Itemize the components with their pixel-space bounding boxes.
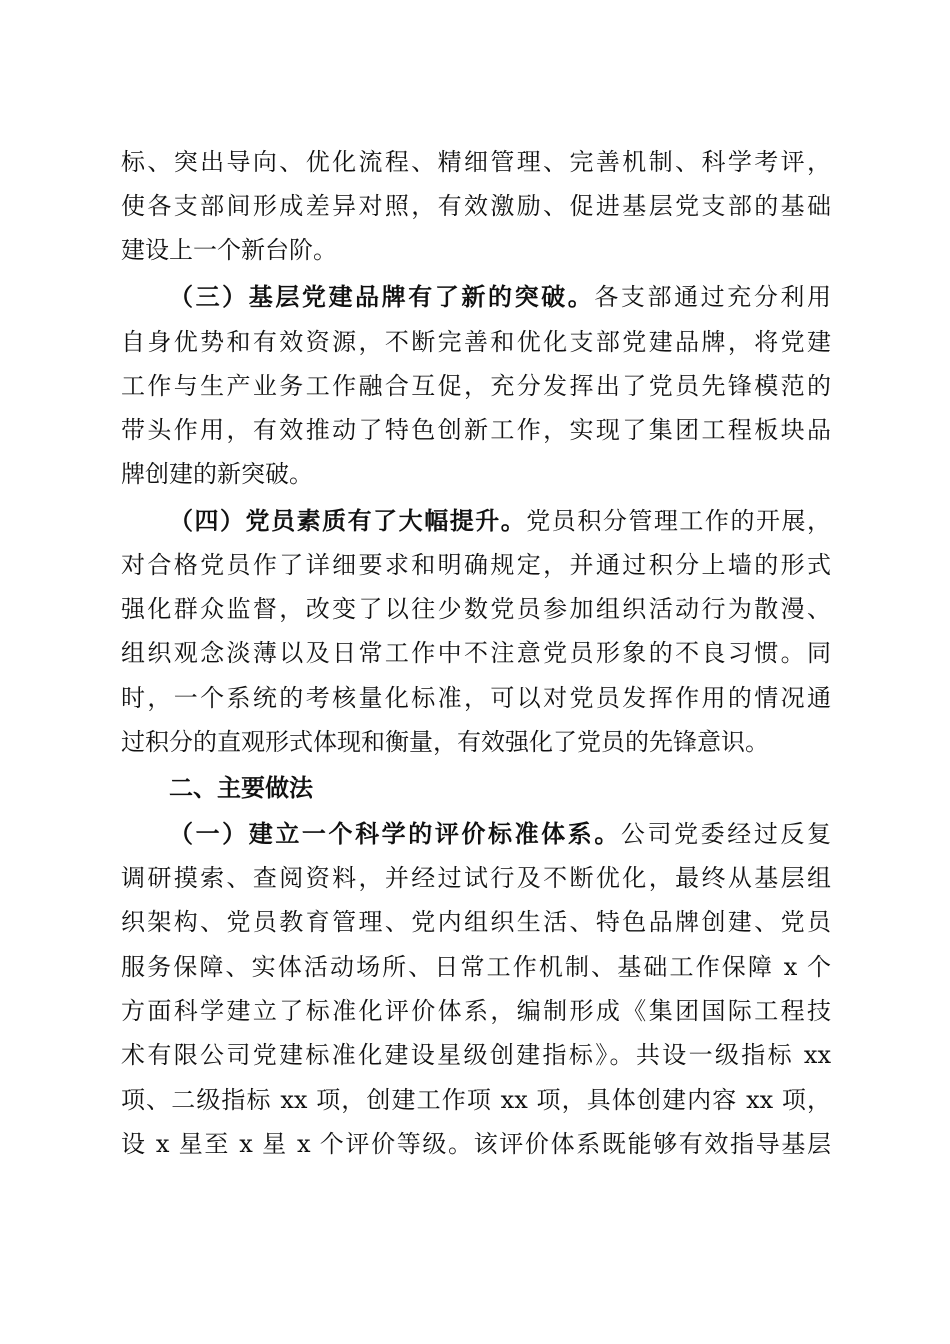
paragraph-5-first-line <box>169 812 831 856</box>
paragraph-3-first-line <box>169 275 831 319</box>
paragraph-3-lead: （三）基层党建品牌有了新的突破。 <box>169 283 595 311</box>
paragraph-5-rest: 公司党委经过反复 <box>620 820 831 848</box>
text-line: 织架构、党员教育管理、党内组织生活、特色品牌创建、党员 <box>121 908 831 936</box>
text-line: 强化群众监督，改变了以往少数党员参加组织活动行为散漫、 <box>121 595 831 623</box>
text-line: 术有限公司党建标准化建设星级创建指标》。共设一级指标 xx <box>121 1041 831 1069</box>
section-heading: 二、主要做法 <box>169 774 313 802</box>
text-line: 标、突出导向、优化流程、精细管理、完善机制、科学考评， <box>121 148 831 176</box>
paragraph-4-lead: （四）党员素质有了大幅提升。 <box>169 507 527 535</box>
text-line: 工作与生产业务工作融合互促，充分发挥出了党员先锋模范的 <box>121 372 831 400</box>
text-line: 调研摸索、查阅资料，并经过试行及不断优化，最终从基层组 <box>121 864 831 892</box>
paragraph-4-first-line <box>169 499 831 543</box>
text-line: 使各支部间形成差异对照，有效激励、促进基层党支部的基础 <box>121 192 831 220</box>
text-line: 过积分的直观形式体现和衡量，有效强化了党员的先锋意识。 <box>121 728 769 756</box>
paragraph-5-lead: （一）建立一个科学的评价标准体系。 <box>169 820 621 848</box>
text-line: 项、二级指标 xx 项，创建工作项 xx 项，具体创建内容 xx 项， <box>121 1086 831 1114</box>
text-line: 方面科学建立了标准化评价体系，编制形成《集团国际工程技 <box>121 997 831 1025</box>
text-line: 服务保障、实体活动场所、日常工作机制、基础工作保障 x 个 <box>121 953 831 981</box>
text-line: 带头作用，有效推动了特色创新工作，实现了集团工程板块品 <box>121 416 831 444</box>
text-line: 组织观念淡薄以及日常工作中不注意党员形象的不良习惯。同 <box>121 639 831 667</box>
text-line: 自身优势和有效资源，不断完善和优化支部党建品牌，将党建 <box>121 328 831 356</box>
text-line: 设 x 星至 x 星 x 个评价等级。该评价体系既能够有效指导基层 <box>121 1130 831 1158</box>
paragraph-3-rest: 各支部通过充分利用 <box>594 283 831 311</box>
text-line: 时，一个系统的考核量化标准，可以对党员发挥作用的情况通 <box>121 684 831 712</box>
text-line: 建设上一个新台阶。 <box>121 236 337 264</box>
paragraph-4-rest: 党员积分管理工作的开展， <box>526 507 831 535</box>
text-line: 牌创建的新突破。 <box>121 460 313 488</box>
text-line: 对合格党员作了详细要求和明确规定，并通过积分上墙的形式 <box>121 551 831 579</box>
